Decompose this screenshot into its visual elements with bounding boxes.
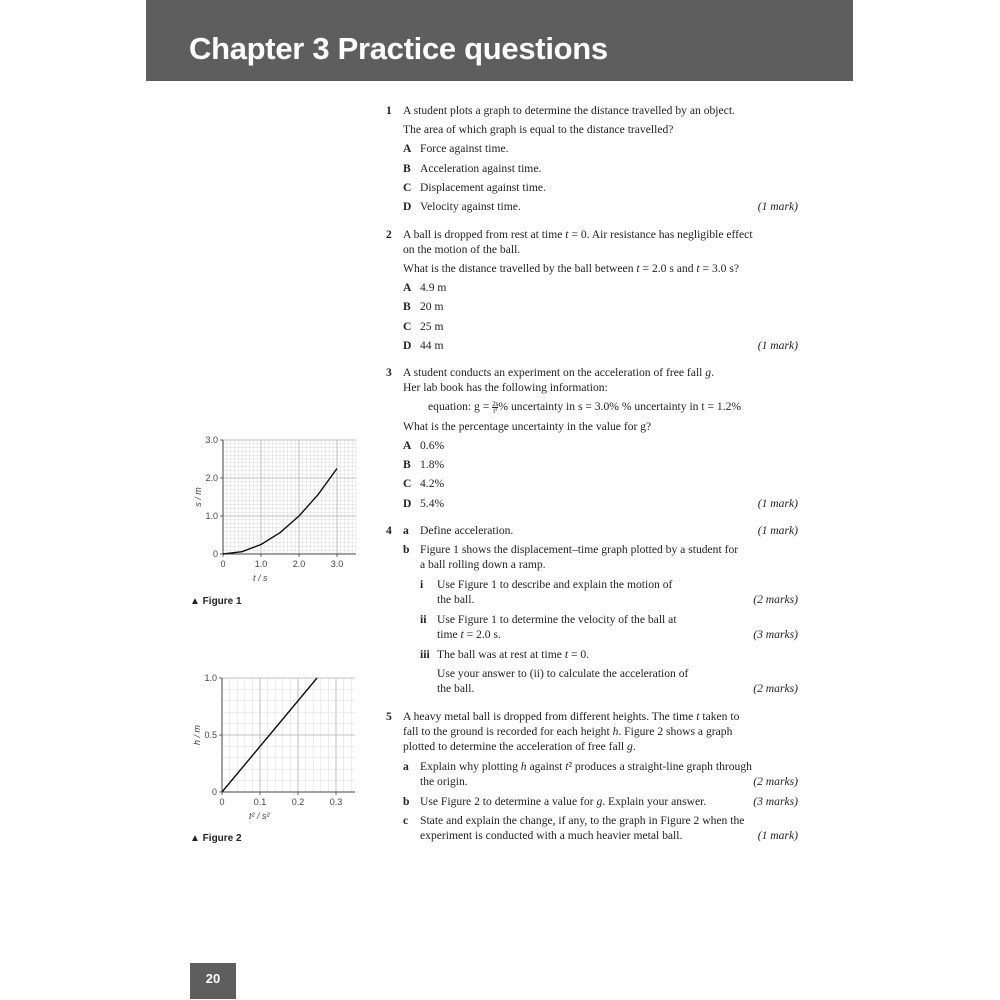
mark-allocation: (1 mark) — [757, 200, 798, 213]
mark-allocation: (2 marks) — [753, 775, 798, 788]
chapter-header — [146, 0, 853, 81]
answer-option-b: B Acceleration against time. — [403, 162, 542, 175]
question-number: 2 — [386, 228, 392, 241]
question-number: 4 — [386, 524, 392, 537]
question-text: What is the distance travelled by the ball between t = 2.0 s and t = 3.0 s? — [403, 262, 740, 275]
question-1 — [386, 103, 798, 218]
question-text: Use Figure 1 to describe and explain the motion of — [437, 578, 673, 591]
question-text: Define acceleration. — [420, 524, 514, 537]
question-number: 3 — [386, 366, 392, 379]
answer-option-a: A Force against time. — [403, 142, 509, 155]
figure-1-chart — [185, 430, 365, 590]
fraction: $\frac{2s}{\text{t²}}$ — [492, 399, 499, 415]
mark-allocation: (1 mark) — [757, 497, 798, 510]
question-text: A heavy metal ball is dropped from different heights. The time t taken to — [403, 710, 740, 723]
question-text: A ball is dropped from rest at time t = 0. Air resistance has negligible effect — [403, 228, 753, 241]
question-text: fall to the ground is recorded for each height h. Figure 2 shows a graph — [403, 725, 733, 738]
question-text: A student conducts an experiment on the acceleration of free fall g. — [403, 366, 714, 379]
part-label: b — [403, 795, 410, 808]
question-text: time t = 2.0 s. — [437, 628, 501, 641]
question-text: the origin. — [420, 775, 468, 788]
x-tick-label: 0 — [219, 797, 225, 807]
y-tick-label: 0 — [212, 549, 218, 559]
question-number: 1 — [386, 104, 392, 117]
figure-2-caption: ▲ Figure 2 — [190, 833, 242, 844]
question-text: State and explain the change, if any, to the graph in Figure 2 when the — [420, 814, 745, 827]
question-text: Her lab book has the following information: — [403, 381, 608, 394]
answer-option-c: C Displacement against time. — [403, 181, 546, 194]
mark-allocation: (3 marks) — [753, 628, 798, 641]
question-text: plotted to determine the acceleration of free fall g. — [403, 740, 636, 753]
answer-option-b: B 20 m — [403, 300, 444, 313]
question-text: a ball rolling down a ramp. — [420, 558, 546, 571]
x-tick-label: 0 — [220, 559, 226, 569]
answer-option-d: D 5.4% — [403, 497, 445, 510]
question-text: experiment is conducted with a much heavier metal ball. — [420, 829, 683, 842]
answer-option-d: D 44 m — [403, 339, 444, 352]
answer-option-c: C 4.2% — [403, 477, 445, 490]
y-tick-label: 2.0 — [205, 473, 218, 483]
question-text: What is the percentage uncertainty in the value for g? — [403, 420, 652, 433]
answer-option-c: C 25 m — [403, 320, 444, 333]
y-tick-label: 1.0 — [204, 673, 217, 683]
part-label: b — [403, 543, 410, 556]
mark-allocation: (2 marks) — [753, 682, 798, 695]
question-4 — [386, 523, 798, 698]
question-5 — [386, 709, 798, 849]
y-tick-label: 0.5 — [204, 730, 217, 740]
question-3 — [386, 365, 798, 515]
part-label: ii — [420, 613, 427, 626]
question-text: Use Figure 2 to determine a value for g. Explain your answer. — [420, 795, 707, 808]
question-text: The area of which graph is equal to the distance travelled? — [403, 123, 674, 136]
part-label: c — [403, 814, 409, 827]
part-label: iii — [420, 648, 430, 661]
question-2 — [386, 227, 798, 352]
x-tick-label: 0.1 — [253, 797, 267, 807]
mark-allocation: (1 mark) — [757, 829, 798, 842]
answer-option-d: D Velocity against time. — [403, 200, 521, 213]
y-tick-label: 3.0 — [205, 435, 218, 445]
x-tick-label: 1.0 — [254, 559, 268, 569]
page-title: Chapter 3 Practice questions — [189, 31, 608, 66]
y-axis-label: h / m — [192, 724, 202, 746]
question-text: A student plots a graph to determine the distance travelled by an object. — [403, 104, 735, 117]
x-tick-label: 2.0 — [292, 559, 306, 569]
page-number: 20 — [190, 963, 236, 999]
equation-line: equation: g = $\frac{2s}{\text{t²}}$ % uncertainty in s = 3.0% % uncertainty in t = 1.2% — [428, 399, 742, 415]
x-axis-label: t / s — [252, 573, 268, 583]
mark-allocation: (3 marks) — [753, 795, 798, 808]
mark-allocation: (2 marks) — [753, 593, 798, 606]
answer-option-a: A 0.6% — [403, 439, 445, 452]
question-text: Use your answer to (ii) to calculate the acceleration of — [437, 667, 689, 680]
mark-allocation: (1 mark) — [757, 524, 798, 537]
mark-allocation: (1 mark) — [757, 339, 798, 352]
answer-option-b: B 1.8% — [403, 458, 445, 471]
question-text: Explain why plotting h against t² produces a straight-line graph through — [420, 760, 752, 773]
question-text: Figure 1 shows the displacement–time graph plotted by a student for — [420, 543, 739, 556]
question-text: the ball. — [437, 682, 475, 695]
x-tick-label: 3.0 — [330, 559, 344, 569]
y-axis-label: s / m — [193, 487, 203, 507]
answer-option-a: A 4.9 m — [403, 281, 447, 294]
figure-2-chart — [185, 668, 365, 828]
question-text: on the motion of the ball. — [403, 243, 521, 256]
part-label: a — [403, 524, 409, 537]
part-label: i — [420, 578, 424, 591]
x-axis-label: t² / s² — [248, 811, 270, 821]
question-text: the ball. — [437, 593, 475, 606]
question-text: The ball was at rest at time t = 0. — [437, 648, 590, 661]
figure-1-caption: ▲ Figure 1 — [190, 596, 242, 607]
x-tick-label: 0.2 — [291, 797, 305, 807]
y-tick-label: 1.0 — [205, 511, 218, 521]
question-number: 5 — [386, 710, 392, 723]
part-label: a — [403, 760, 409, 773]
y-tick-label: 0 — [211, 787, 217, 797]
x-tick-label: 0.3 — [329, 797, 343, 807]
question-text: Use Figure 1 to determine the velocity of the ball at — [437, 613, 677, 626]
